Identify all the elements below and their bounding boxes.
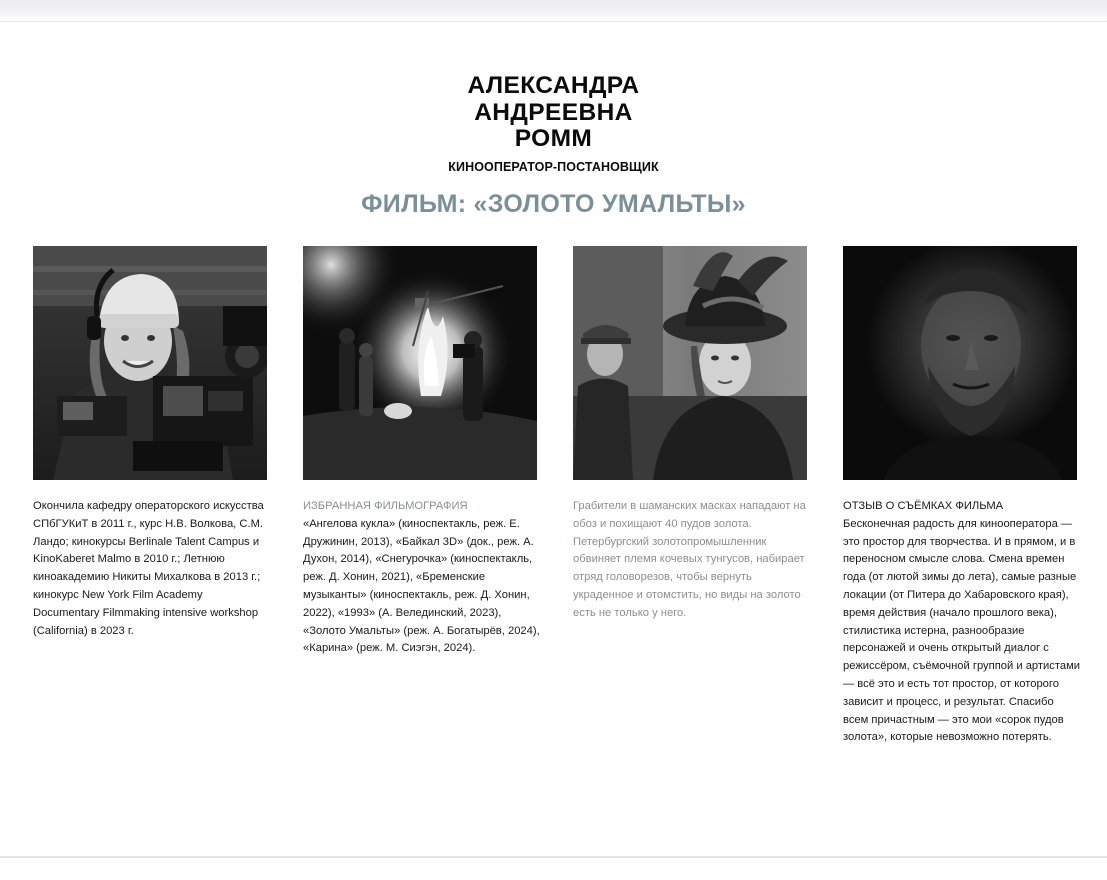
synopsis-text: Грабители в шаманских масках нападают на обоз и похищают 40 пудов золота. Петербургский золотопромышленник обвиняет племя кочевых тунгусов, набирает отряд головорезов, чтобы вернуть украденное и отомстить, но виды на золото есть не только у него. (573, 500, 806, 619)
film-title: ФИЛЬМ: «ЗОЛОТО УМАЛЬТЫ» (361, 190, 746, 218)
top-bar-shadow (0, 0, 1107, 22)
film-still-photo-icon (573, 246, 807, 480)
review-heading: ОТЗЫВ О СЪЁМКАХ ФИЛЬМА (843, 500, 1004, 512)
film-still-photo-icon (843, 246, 1077, 480)
review-text: Бесконечная радость для кинооператора — это простор для творчества. И в прямом, и в переносном смысле слова. Смена времен года (от лютой зимы до лета), самые разные локации (от Питера до Хабаровского края), время действия (начало прошлого века), стилистика истерна, разнообразие персонажей и очень открытый диалог с режиссёром, съёмочной группой и артистами — всё это и есть тот простор, от которого зависит и процесс, и результат. Спасибо всем причастным — это мои «сорок пудов золота», которые невозможно потерять. (843, 517, 1081, 744)
portrait-photo-icon (33, 246, 267, 480)
person-role: КИНООПЕРАТОР-ПОСТАНОВЩИК (448, 160, 659, 174)
filmography-text: «Ангелова кукла» (киноспектакль, реж. Е. Дружинин, 2013), «Байкал 3D» (док., реж. А. Духон, 2014), «Снегурочка» (киноспектакль, реж. Д. Хонин, 2021), «Бременские музыканты» (киноспектакль, реж. Д. Хонин, 2022), «1993» (А. Велединский, 2023), «Золото Умальты» (реж. А. Богатырёв, 2024), «Карина» (реж. М. Сиэгэн, 2024). (303, 517, 540, 655)
filmography-heading: ИЗБРАННАЯ ФИЛЬМОГРАФИЯ (303, 500, 468, 512)
film-set-photo-icon (303, 246, 537, 480)
name-line-surname: РОММ (514, 125, 593, 152)
synopsis-block (573, 498, 811, 623)
review-block (843, 498, 1081, 747)
person-name (0, 73, 1107, 153)
name-line-first: АЛЕКСАНДРА (467, 72, 640, 99)
filmography-block (303, 498, 541, 658)
name-line-patronymic: АНДРЕЕВНА (474, 98, 633, 126)
bottom-divider (0, 856, 1107, 858)
bio-paragraph: Окончила кафедру операторского искусства СПбГУКиТ в 2011 г., курс Н.В. Волкова, С.М. Ландо; кинокурсы Berlinale Talent Campus и KinoKaberet Malmo в 2010 г.; Летнюю киноакадемию Никиты Михалкова в 2013 г.; кинокурс New York Film Academy Documentary Filmmaking intensive workshop (California) в 2023 г. (33, 500, 264, 637)
bio-text (33, 498, 271, 640)
